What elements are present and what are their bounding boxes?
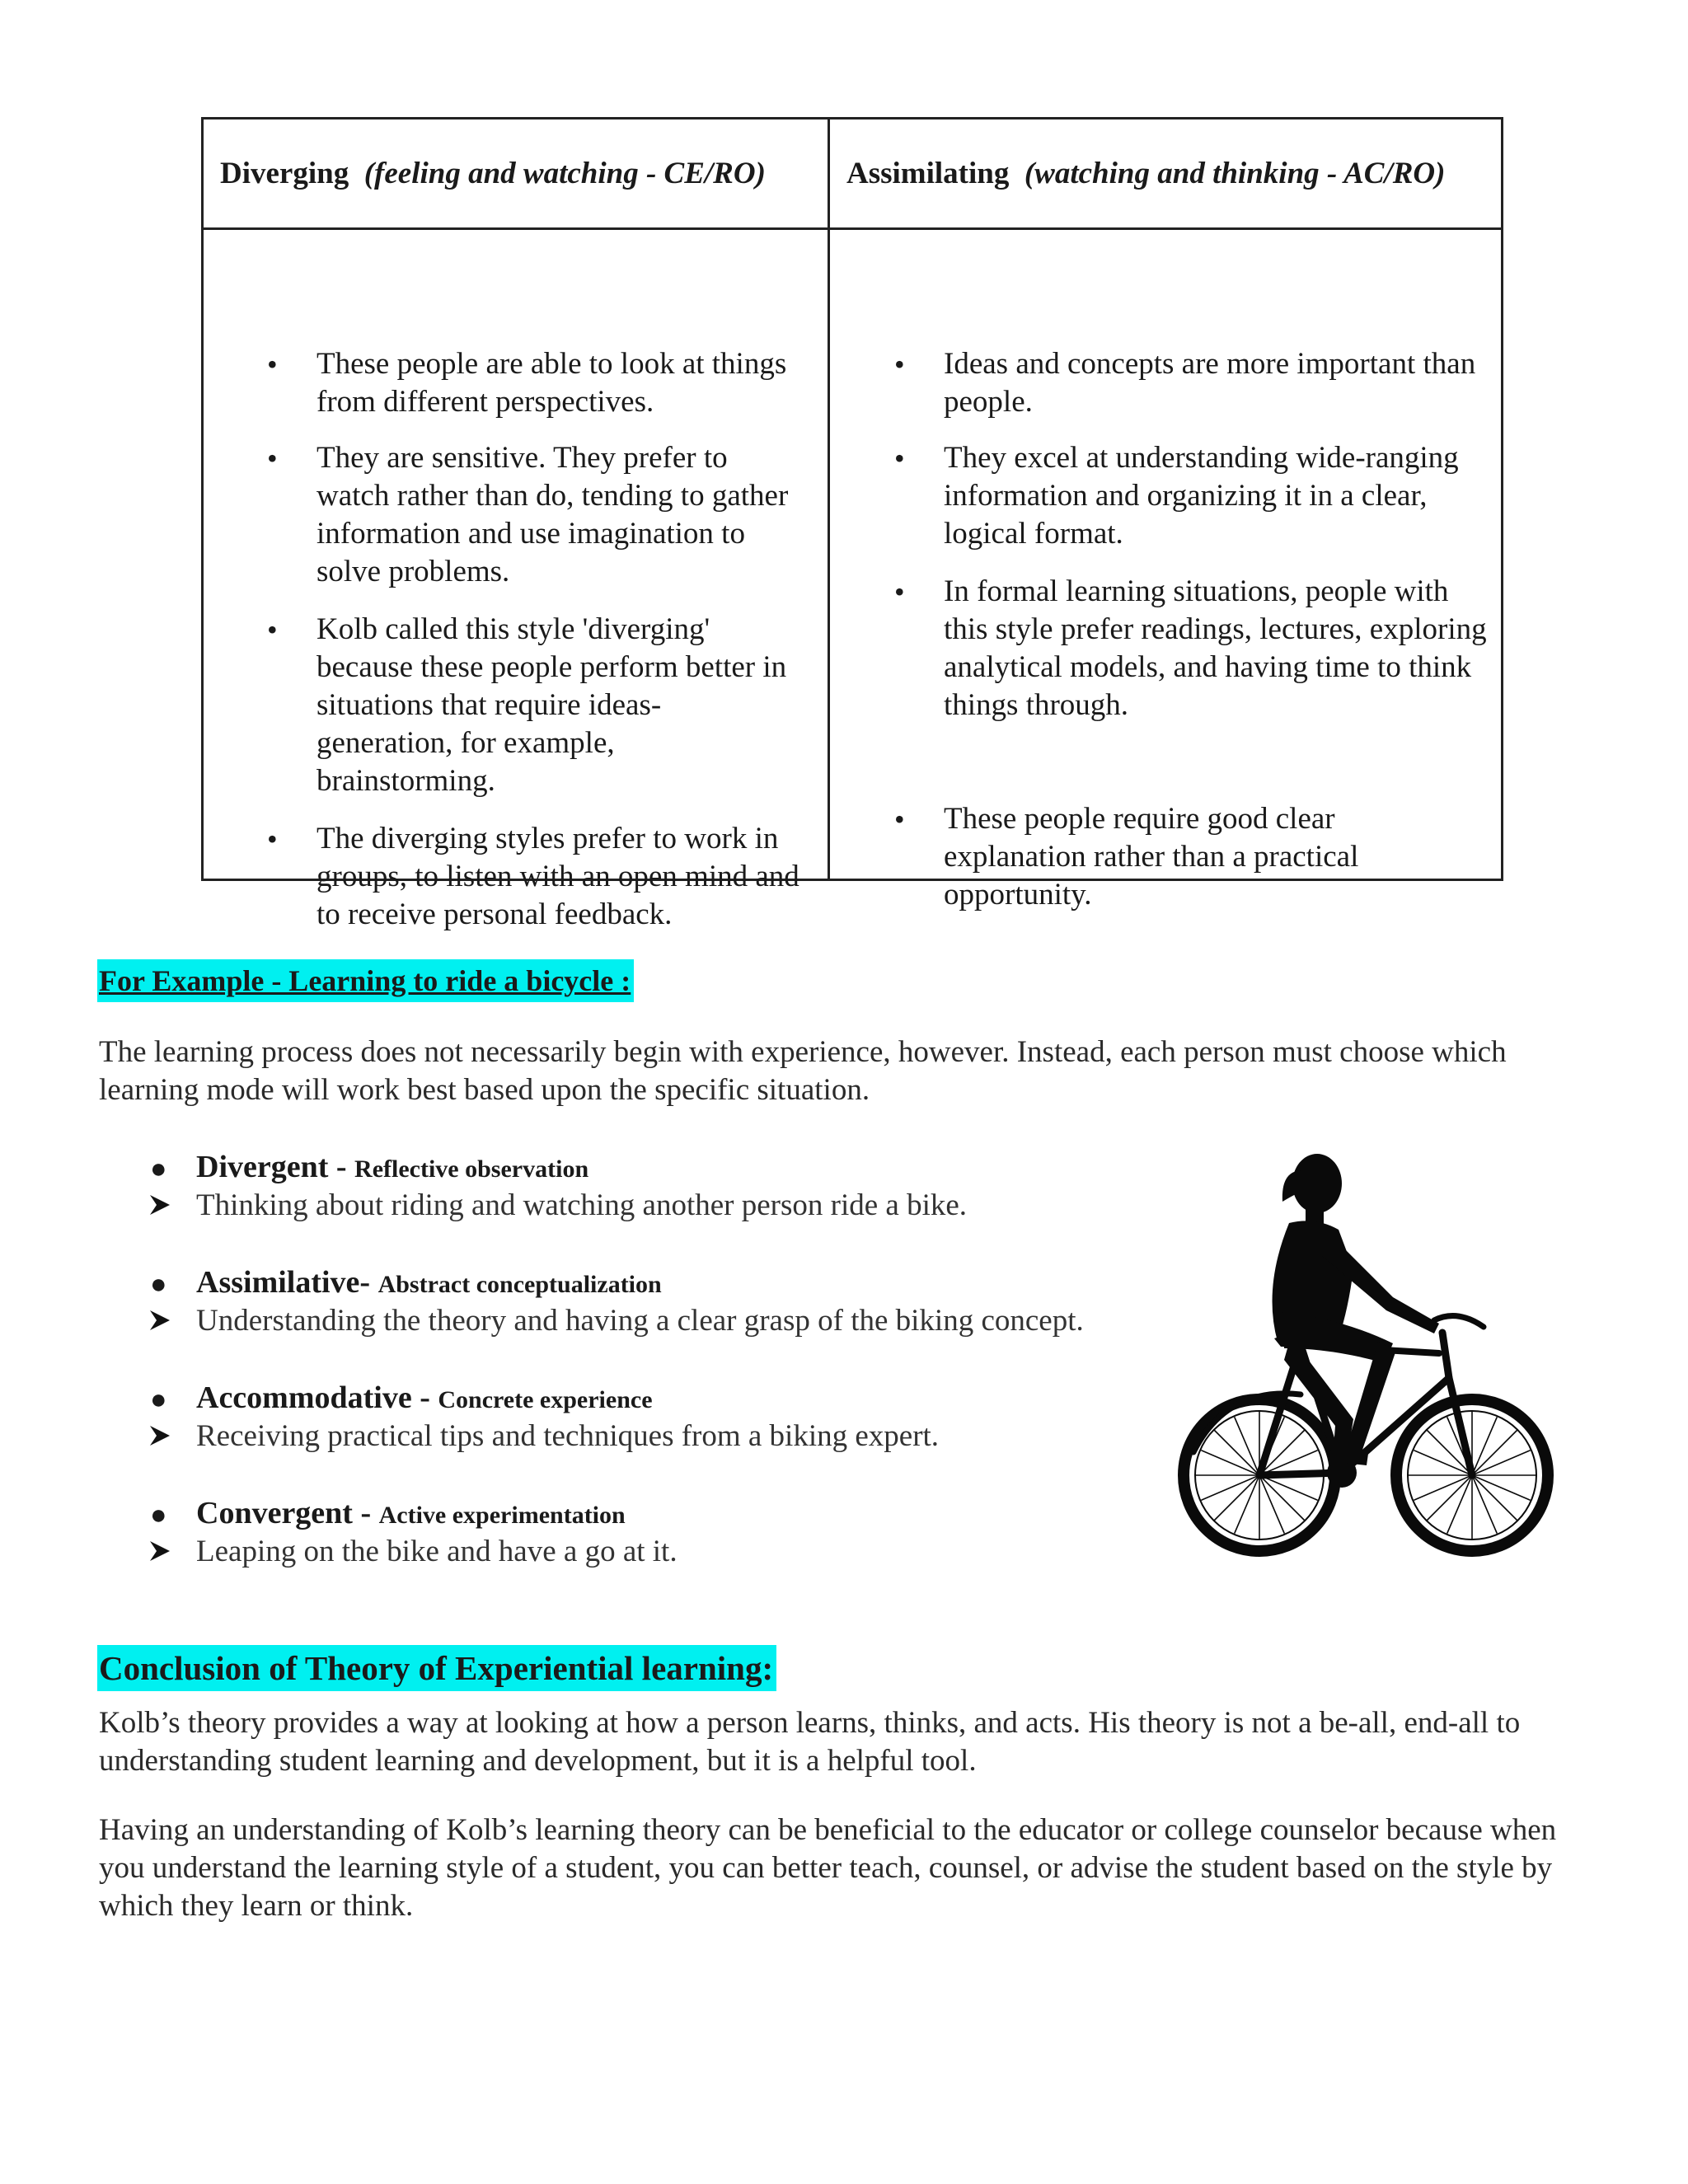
conclusion-paragraph-1: Kolb’s theory provides a way at looking at how a person learns, thinks, and acts. His theory is not a be-all, end-all to understanding student learning and development, but it is a helpful tool. <box>99 1706 1521 1778</box>
mode-accommodative-title <box>196 1379 653 1419</box>
diverging-item: • The diverging styles prefer to work in groups, to listen with an open mind and to receive personal feedback. <box>316 820 819 934</box>
diverging-item: • They are sensitive. They prefer to watch rather than do, tending to gather information and use imagination to solve problems. <box>316 439 795 591</box>
assimilating-cell <box>830 230 1501 912</box>
mode-name: Assimilative- <box>196 1265 371 1300</box>
mode-subtitle: Reflective observation <box>354 1155 589 1183</box>
diverging-item: • Kolb called this style 'diverging' because these people perform better in situations that require ideas-generation, for example, brainstorming. <box>316 611 795 800</box>
assimilating-item: • They excel at understanding wide-ranging information and organizing it in a clear, logical format. <box>944 439 1488 553</box>
arrow-bullet-icon <box>148 1193 171 1217</box>
assimilating-header-name: Assimilating <box>846 157 1010 190</box>
cyclist-silhouette-icon <box>1177 1147 1556 1559</box>
mode-subtitle: Active experimentation <box>378 1502 626 1529</box>
mode-accommodative-desc: Receiving practical tips and techniques from a biking expert. <box>196 1419 940 1453</box>
assimilating-item: • These people require good clear explanation rather than a practical opportunity. <box>944 800 1438 914</box>
mode-divergent-desc: Thinking about riding and watching another person ride a bike. <box>196 1188 968 1222</box>
assimilating-header-detail: (watching and thinking - AC/RO) <box>1024 157 1446 190</box>
example-heading: For Example - Learning to ride a bicycle : <box>97 959 634 1002</box>
bullet-icon: ● <box>150 1500 167 1530</box>
bullet-icon: ● <box>150 1154 167 1184</box>
mode-subtitle: Concrete experience <box>438 1386 653 1413</box>
arrow-bullet-icon <box>148 1539 171 1563</box>
mode-convergent-title <box>196 1494 626 1535</box>
diverging-header-name: Diverging <box>220 157 349 190</box>
mode-convergent-desc: Leaping on the bike and have a go at it. <box>196 1535 678 1568</box>
assimilating-item: • Ideas and concepts are more important than people. <box>944 345 1479 421</box>
arrow-bullet-icon <box>148 1423 171 1448</box>
conclusion-heading: Conclusion of Theory of Experiential learning: <box>97 1645 776 1691</box>
mode-assimilative-desc: Understanding the theory and having a clear grasp of the biking concept. <box>196 1304 1084 1338</box>
diverging-cell <box>204 230 830 931</box>
mode-subtitle: Abstract conceptualization <box>377 1271 662 1298</box>
assimilating-header <box>830 120 1501 230</box>
arrow-bullet-icon <box>148 1308 171 1333</box>
diverging-header <box>204 120 830 230</box>
conclusion-paragraph-2: Having an understanding of Kolb’s learning theory can be beneficial to the educator or college counselor because when you understand the learning style of a student, you can better teach, counsel, or advise the student based on the style by which they learn or think. <box>99 1813 1557 1923</box>
mode-divergent-title <box>196 1148 588 1188</box>
mode-name: Divergent - <box>196 1150 347 1184</box>
example-intro: The learning process does not necessarily begin with experience, however. Instead, each person must choose which learning mode will work best based upon the specific situation. <box>99 1035 1507 1107</box>
bullet-icon: ● <box>150 1385 167 1415</box>
learning-styles-table <box>201 117 1503 931</box>
diverging-item: • These people are able to look at things from different perspectives. <box>316 345 795 421</box>
bullet-icon: ● <box>150 1269 167 1300</box>
diverging-header-detail: (feeling and watching - CE/RO) <box>363 157 766 190</box>
mode-assimilative-title <box>196 1263 662 1304</box>
mode-name: Accommodative - <box>196 1380 430 1415</box>
assimilating-item: • In formal learning situations, people with this style prefer readings, lectures, exploring analytical models, and having time to think things through. <box>944 573 1496 724</box>
mode-name: Convergent - <box>196 1496 372 1530</box>
